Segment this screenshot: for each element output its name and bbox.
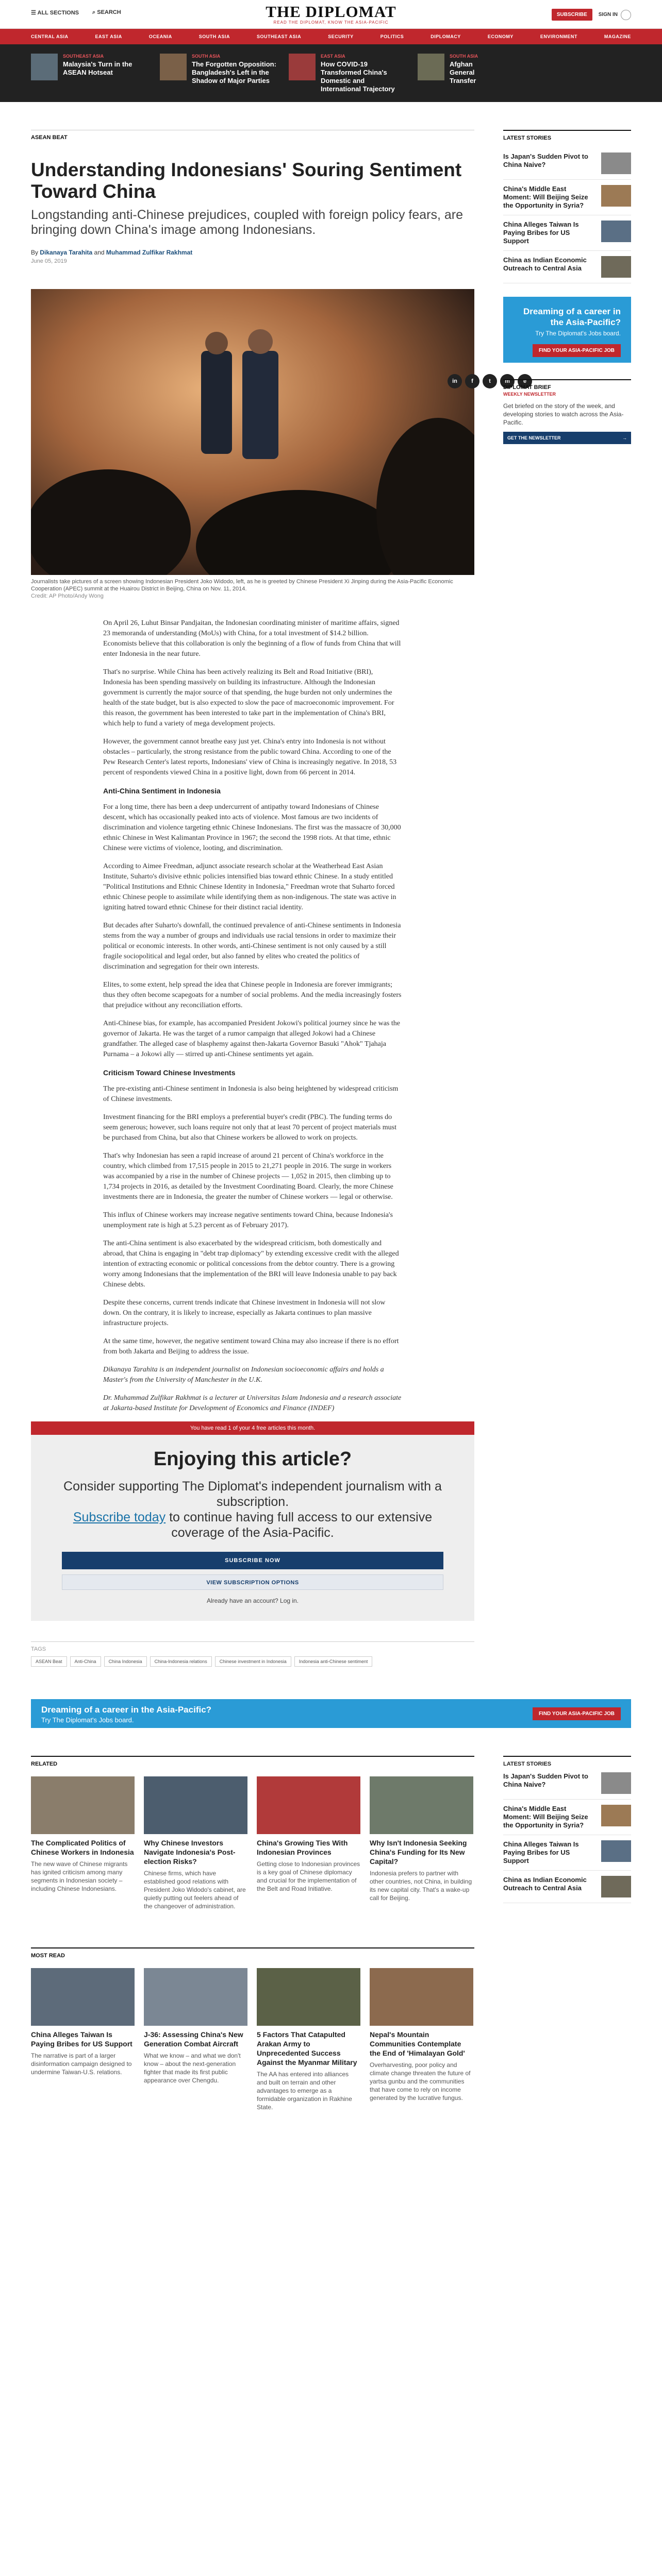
subheading: Criticism Toward Chinese Investments — [103, 1069, 236, 1077]
card-title: 5 Factors That Catapulted Arakan Army to Unprecedented Success Against the Myanmar Military — [257, 2030, 357, 2066]
print-icon[interactable]: e — [518, 374, 532, 388]
paragraph: This influx of Chinese workers may increase negative sentiments toward China, because Indonesia's unemployment rate is high at 5.23 percent as of February 2017). — [103, 1211, 393, 1229]
latest-story-thumbnail — [601, 1805, 631, 1826]
most-read-section — [31, 1947, 474, 2111]
card-title: The Complicated Politics of Chinese Workers in Indonesia — [31, 1839, 134, 1856]
tag[interactable]: Chinese investment in Indonesia — [215, 1656, 291, 1667]
card-image — [370, 1776, 473, 1834]
paragraph: However, the government cannot breathe easy just yet. China's entry into Indonesia is not without obstacles – particularly, the strong resistance from the public toward China. According to one of the Pew Research Center's latest reports, Indonesians' view of China is increasingly negative. In 2018, 53 percent of respondents viewed China in a positive light, down from 66 percent in 2014. — [103, 738, 397, 776]
all-sections-button[interactable]: ☰ ALL SECTIONS — [31, 10, 79, 16]
card-desc: Indonesia prefers to partner with other countries, not China, in building its new capital city. That's a wake-up call for Beijing. — [370, 1870, 472, 1902]
paragraph: For a long time, there has been a deep undercurrent of antipathy toward Indonesians of Chinese descent, which has occasionally peaked into acts of violence. Most famous are two incidents of discrimination and violence targeting ethnic Chinese Indonesians. The first was the massacre of 30,000 ethnic Chinese in West Kalimantan Province in 1967; the second the 1998 riots. At that time, ethnic Chinese were victims of violence, looting, and discrimination. — [103, 803, 401, 852]
card-desc: Getting close to Indonesian provinces is a key goal of Chinese diplomacy and crucial for the implementation of the Belt and Road Initiative. — [257, 1860, 360, 1892]
jobs-promo-text: Try The Diplomat's Jobs board. — [535, 330, 621, 337]
trending-category: SOUTH ASIA — [192, 54, 221, 59]
trending-title: The Forgotten Opposition: Bangladesh's Left in the Shadow of Major Parties — [192, 60, 276, 84]
jobs-banner[interactable] — [31, 1699, 631, 1728]
sign-in-label: SIGN IN — [598, 12, 618, 18]
latest-story-title: China Alleges Taiwan Is Paying Bribes for US Support — [503, 1840, 579, 1865]
article-dek: Longstanding anti-Chinese prejudices, coupled with foreign policy fears, are bringing down China's image among Indonesians. — [31, 208, 464, 237]
sidebar — [503, 130, 631, 444]
caption-text: Journalists take pictures of a screen showing Indonesian President Joko Widodo, left, as he is greeted by Chinese President Xi Jinping during the Asia-Pacific Economic Cooperation (APEC) summit at the Huairou District in Beijing, China on Nov. 11, 2014. — [31, 579, 453, 592]
nav-item[interactable]: SECURITY — [328, 34, 354, 39]
card-desc: Overharvesting, poor policy and climate change threaten the future of yartsa gunbu and the communities that have come to rely on income generated by the lucrative fungus. — [370, 2061, 471, 2102]
newsletter-box — [503, 379, 631, 444]
trending-title: How COVID-19 Transformed China's Domestic and International Trajectory — [321, 60, 395, 93]
latest-stories-heading: LATEST STORIES — [503, 1756, 631, 1767]
trending-thumbnail — [160, 54, 187, 80]
promo-title: Enjoying this article? — [153, 1448, 352, 1470]
tag[interactable]: China Indonesia — [104, 1656, 147, 1667]
trending-item[interactable] — [160, 54, 277, 102]
latest-story-title: China's Middle East Moment: Will Beijing Seize the Opportunity in Syria? — [503, 1805, 588, 1829]
jobs-banner-text: Try The Diplomat's Jobs board. — [41, 1716, 134, 1724]
promo-text-1: Consider supporting The Diplomat's independent journalism with a subscription. — [63, 1479, 442, 1509]
email-icon[interactable]: m — [500, 374, 515, 388]
card-title: Why Chinese Investors Navigate Indonesia's Post-election Risks? — [144, 1839, 236, 1866]
latest-story-thumbnail — [601, 185, 631, 207]
newsletter-heading: DIPLOMAT BRIEF — [503, 379, 631, 391]
latest-story-title: China Alleges Taiwan Is Paying Bribes for US Support — [503, 221, 579, 245]
newsletter-description: Get briefed on the story of the week, and developing stories to watch across the Asia-Pacific. — [503, 402, 624, 426]
caption-credit: Credit: AP Photo/Andy Wong — [31, 593, 104, 599]
tag[interactable]: Indonesia anti-Chinese sentiment — [294, 1656, 373, 1667]
search-label: SEARCH — [97, 9, 121, 15]
article-title: Understanding Indonesians' Souring Sentiment Toward China — [31, 159, 462, 202]
card-title: Why Isn't Indonesia Seeking China's Funding for Its New Capital? — [370, 1839, 467, 1866]
paragraph: Elites, to some extent, help spread the idea that Chinese people in Indonesia are forever immigrants; thus they often become scapegoats for a number of social problems. And the media increasingly fosters that prejudice without any reconciliation efforts. — [103, 981, 402, 1009]
trending-strip — [0, 44, 662, 102]
latest-story[interactable] — [503, 147, 631, 180]
subscribe-today-link[interactable]: Subscribe today — [73, 1510, 166, 1524]
twitter-icon[interactable]: t — [483, 374, 497, 388]
hero-image — [31, 289, 474, 575]
find-job-button[interactable]: FIND YOUR ASIA-PACIFIC JOB — [533, 344, 621, 357]
trending-title: Afghan General Transfer — [450, 60, 476, 84]
most-read-card[interactable] — [31, 1968, 135, 2111]
nav-item[interactable]: ECONOMY — [487, 34, 514, 39]
trending-category: SOUTHEAST ASIA — [63, 54, 104, 59]
publish-date: June 05, 2019 — [31, 258, 67, 264]
nav-item[interactable]: DIPLOMACY — [431, 34, 461, 39]
logo-text: THE DIPLOMAT — [266, 3, 396, 21]
facebook-icon[interactable]: f — [465, 374, 479, 388]
latest-story-title: China as Indian Economic Outreach to Central Asia — [503, 1876, 587, 1892]
latest-story[interactable] — [503, 180, 631, 215]
paragraph: On April 26, Luhut Binsar Pandjaitan, the Indonesian coordinating minister of maritime affairs, signed 23 memoranda of understanding (MoUs) with China, for a total investment of $14.2 billion. Economists believe that this collaboration is only the beginning of a flow of funds from China that will enter Indonesia in the near future. — [103, 619, 401, 658]
subheading: Anti-China Sentiment in Indonesia — [103, 787, 221, 795]
sidebar-latest-2 — [503, 1756, 631, 1903]
paragraph: At the same time, however, the negative sentiment toward China may also increase if there is no effort from both Jakarta and Beijing to address the issue. — [103, 1337, 399, 1355]
card-image — [370, 1968, 473, 2026]
article — [31, 130, 474, 1667]
card-image — [144, 1968, 247, 2026]
paragraph: According to Aimee Freedman, adjunct associate research scholar at the Weatherhead East Asian Institute, Suharto's divisive ethnic policies intensified bias toward ethnic Chinese. In a study entitled "Political Institutions and Ethnic Chinese Identity in Indonesia," Freedman wrote that Suharto forced ethnic Chinese people to assimilate while identifying them as non-indigenous. The state was active in igniting hatred toward ethnic Chinese for their distinct racial identity. — [103, 862, 396, 911]
author-bio: Dikanaya Tarahita is an independent journalist on Indonesian socioeconomic affairs and holds a Master's from the University of Manchester in the U.K. — [103, 1366, 384, 1384]
author-bio: Dr. Muhammad Zulfikar Rakhmat is a lecturer at Universitas Islam Indonesia and a research associate at Jakarta-based Institute for Development of Economics and Finance (INDEF) — [103, 1394, 402, 1412]
login-prompt[interactable]: Already have an account? Log in. — [206, 1597, 299, 1604]
card-title: China's Growing Ties With Indonesian Provinces — [257, 1839, 348, 1856]
latest-story[interactable] — [503, 215, 631, 251]
card-image — [31, 1968, 135, 2026]
related-card[interactable] — [257, 1776, 360, 1910]
latest-story-thumbnail — [601, 152, 631, 174]
latest-story-title: China as Indian Economic Outreach to Central Asia — [503, 256, 587, 272]
nav-item[interactable]: SOUTHEAST ASIA — [257, 34, 302, 39]
latest-story-thumbnail — [601, 1840, 631, 1862]
most-read-card[interactable] — [144, 1968, 247, 2111]
most-read-card[interactable] — [257, 1968, 360, 2111]
related-section — [31, 1756, 474, 1910]
card-title: Nepal's Mountain Communities Contemplate the End of 'Himalayan Gold' — [370, 2030, 465, 2057]
latest-story[interactable] — [503, 1800, 631, 1835]
subscribe-promo — [31, 1435, 474, 1621]
jobs-promo[interactable] — [503, 297, 631, 363]
author-link[interactable]: Dikanaya Tarahita — [40, 249, 93, 256]
main-nav — [0, 29, 662, 44]
card-image — [31, 1776, 135, 1834]
latest-story-title: China's Middle East Moment: Will Beijing Seize the Opportunity in Syria? — [503, 185, 588, 209]
trending-category: SOUTH ASIA — [450, 54, 478, 59]
card-desc: Chinese firms, which have established good relations with President Joko Widodo's cabinet, are quietly putting out feelers ahead of the changeover of administration. — [144, 1870, 246, 1910]
card-image — [144, 1776, 247, 1834]
card-desc: The narrative is part of a larger disinformation campaign designed to undermine Taiwan-U.S. relations. — [31, 2052, 132, 2076]
newsletter-button-label: GET THE NEWSLETTER — [507, 435, 561, 440]
latest-story-thumbnail — [601, 1876, 631, 1897]
most-read-heading: MOST READ — [31, 1947, 474, 1959]
site-header — [0, 0, 662, 29]
user-icon — [621, 10, 631, 20]
sign-in-button[interactable] — [599, 10, 631, 20]
latest-story-title: Is Japan's Sudden Pivot to China Naive? — [503, 1772, 588, 1788]
nav-item[interactable]: EAST ASIA — [95, 34, 122, 39]
paragraph: That's no surprise. While China has been actively realizing its Belt and Road Initiative (BRI), Indonesia has been spending massively on building its infrastructure. Although the Indonesian government is currently the major source of that spending, the huge burden not only undermines the health of the state budget, but is also expected to slow the pace of macroeconomic improvement. For this reason, the government has been interested to take part in the implementation of China's BRI, which help to fund a variety of mega development projects. — [103, 668, 394, 727]
related-card[interactable] — [31, 1776, 135, 1910]
card-image — [257, 1968, 360, 2026]
most-read-card[interactable] — [370, 1968, 473, 2111]
byline — [31, 249, 474, 256]
trending-thumbnail — [31, 54, 58, 80]
related-card[interactable] — [370, 1776, 473, 1910]
trending-item[interactable] — [289, 54, 406, 102]
paragraph: Anti-Chinese bias, for example, has accompanied President Jokowi's political journey since he was the governor of Jakarta. He was the target of a rumor campaign that alleged Jokowi had a Chinese grandfather. The alleged case of blasphemy against then-Jakarta Governor Basuki "Ahok" Tjahaja Purnama – a Jokowi ally — stirred up anti-Chinese sentiments yet again. — [103, 1020, 400, 1058]
paragraph: The pre-existing anti-Chinese sentiment in Indonesia is also being heightened by widespread criticism of Chinese investments. — [103, 1085, 399, 1103]
paragraph: But decades after Suharto's downfall, the continued prevalence of anti-Chinese sentiments in Indonesia stems from the way a number of groups and individuals use racial tensions in order to maximize their political or economic interests. In other words, anti-Chinese sentiment is not only caused by a still fragile sociopolitical and legal order, but also fanned by elites who created the politics of discrimination and segregation for their own interests. — [103, 922, 401, 971]
paragraph: Investment financing for the BRI employs a preferential buyer's credit (PBC). The funding terms do seem generous; however, such loans require not only that at least 70 percent of project materials must be purchased from China, but also that Chinese workers be allowed to work on projects. — [103, 1113, 396, 1142]
latest-story-thumbnail — [601, 256, 631, 278]
latest-story[interactable] — [503, 1871, 631, 1903]
card-title: J-36: Assessing China's New Generation Combat Aircraft — [144, 2030, 243, 2048]
nav-item[interactable]: OCEANIA — [148, 34, 172, 39]
card-title: China Alleges Taiwan Is Paying Bribes for US Support — [31, 2030, 133, 2048]
hero-photo-illustration — [31, 289, 474, 575]
trending-item[interactable] — [31, 54, 148, 102]
author-link[interactable]: Muhammad Zulfikar Rakhmat — [106, 249, 193, 256]
search-icon: ⌕ — [92, 9, 96, 15]
jobs-banner-title: Dreaming of a career in the Asia-Pacific? — [41, 1705, 212, 1715]
latest-story-title: Is Japan's Sudden Pivot to China Naive? — [503, 152, 588, 168]
nav-item[interactable]: ENVIRONMENT — [540, 34, 577, 39]
latest-story[interactable] — [503, 1767, 631, 1800]
tags-section — [31, 1641, 474, 1667]
latest-story[interactable] — [503, 251, 631, 283]
subscribe-now-button[interactable]: SUBSCRIBE NOW — [62, 1552, 443, 1569]
arrow-right-icon: → — [622, 435, 627, 440]
latest-story-thumbnail — [601, 1772, 631, 1794]
card-desc: The AA has entered into alliances and built on terrain and other advantages to emerge as a formidable organization in Rakhine State. — [257, 2071, 352, 2111]
tag[interactable]: Anti-China — [70, 1656, 101, 1667]
article-body — [103, 618, 402, 1414]
paragraph: That's why Indonesian has seen a rapid increase of around 21 percent of China's workforce in the country, which climbed from 17,515 people in 2015 to 21,271 people in 2016. The surge in workers was accompanied by a rise in the number of Chinese projects — 1,052 in 2015, then climbing up to 1,734 projects in 2016, as detailed by the Investment Coordinating Board. Clearly, the more Chinese investments there are in Indonesia, the greater the number of Chinese workers — legal or otherwise. — [103, 1152, 393, 1201]
subscribe-button[interactable]: SUBSCRIBE — [552, 9, 592, 21]
subscription-options-button[interactable]: VIEW SUBSCRIPTION OPTIONS — [62, 1574, 443, 1590]
article-meter: You have read 1 of your 4 free articles this month. — [31, 1421, 474, 1435]
trending-category: EAST ASIA — [321, 54, 345, 59]
jobs-promo-title: Dreaming of a career in the Asia-Pacific? — [523, 307, 621, 327]
nav-item[interactable]: MAGAZINE — [604, 34, 631, 39]
paragraph: Despite these concerns, current trends indicate that Chinese investment in Indonesia will not slow down. On the contrary, it is likely to increase, especially as Jakarta continues to plan massive infrastructure projects. — [103, 1299, 386, 1327]
section-label[interactable]: ASEAN BEAT — [31, 134, 68, 141]
all-sections-label: ALL SECTIONS — [37, 10, 79, 16]
paragraph: The anti-China sentiment is also exacerbated by the widespread criticism, both domestically and abroad, that China is engaging in "debt trap diplomacy" by extending excessive credit with the alleged intention of extracting economic or political concessions from the debtor country. There is a growing worry among Indonesians that the implementation of the BRI will leave Indonesia unable to pay back Chinese debts. — [103, 1240, 399, 1289]
tag[interactable]: ASEAN Beat — [31, 1656, 67, 1667]
related-card[interactable] — [144, 1776, 247, 1910]
nav-item[interactable]: CENTRAL ASIA — [31, 34, 69, 39]
related-heading: RELATED — [31, 1756, 474, 1767]
trending-title: Malaysia's Turn in the ASEAN Hotseat — [63, 60, 133, 76]
tags-label: TAGS — [31, 1646, 46, 1652]
latest-stories-heading: LATEST STORIES — [503, 130, 631, 141]
jobs-banner-button[interactable]: FIND YOUR ASIA-PACIFIC JOB — [533, 1707, 621, 1720]
trending-thumbnail — [418, 54, 444, 80]
byline-and: and — [94, 249, 105, 256]
latest-story-thumbnail — [601, 221, 631, 242]
nav-item[interactable]: SOUTH ASIA — [198, 34, 230, 39]
trending-item[interactable] — [418, 54, 495, 102]
newsletter-button[interactable] — [503, 432, 631, 444]
trending-thumbnail — [289, 54, 316, 80]
byline-prefix: By — [31, 249, 39, 256]
newsletter-subheading: WEEKLY NEWSLETTER — [503, 392, 556, 397]
latest-story[interactable] — [503, 1835, 631, 1871]
tag[interactable]: China-Indonesia relations — [150, 1656, 212, 1667]
logo-tagline: READ THE DIPLOMAT, KNOW THE ASIA-PACIFIC — [273, 20, 389, 25]
nav-item[interactable]: POLITICS — [380, 34, 404, 39]
card-desc: The new wave of Chinese migrants has ignited criticism among many segments in Indonesian society – including Chinese Indonesians. — [31, 1860, 128, 1892]
image-caption — [31, 578, 474, 600]
card-desc: What we know – and what we don't know – about the next-generation fighter that made its first public appearance over Chengdu. — [144, 2052, 241, 2084]
linkedin-icon[interactable]: in — [448, 374, 462, 388]
promo-text-2: to continue having full access to our extensive coverage of the Asia-Pacific. — [169, 1510, 433, 1540]
card-image — [257, 1776, 360, 1834]
